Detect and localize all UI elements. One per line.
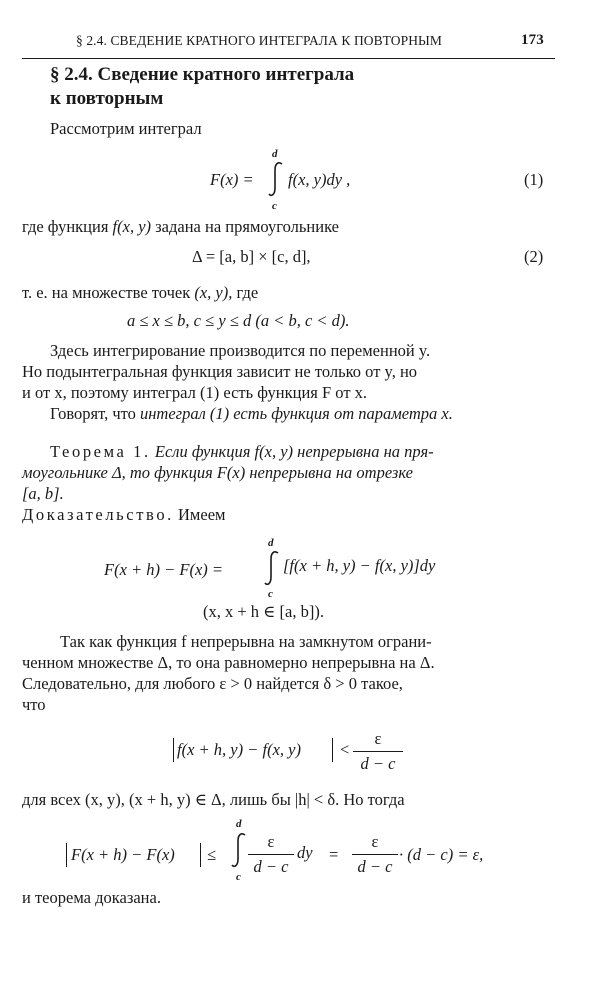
para3-line4: что — [22, 695, 46, 714]
para1-line1: Здесь интегрирование производится по переменной y. — [50, 341, 431, 360]
qed-line: и теорема доказана. — [22, 888, 161, 907]
where-function-text — [22, 217, 339, 237]
eq4-less-than: < — [340, 740, 350, 759]
theorem-line1 — [50, 442, 434, 462]
para1-line3: и от x, поэтому интеграл (1) есть функция F от x. — [22, 383, 368, 402]
proof-line — [22, 505, 225, 525]
theorem-text-1: Если функция f(x, y) непрерывна на пря- — [154, 442, 434, 461]
fraction-bar — [352, 854, 398, 855]
inequalities: a ≤ x ≤ b, c ≤ y ≤ d (a < b, c < d). — [127, 311, 350, 330]
abs-bar-left — [173, 738, 174, 762]
proof-label: Доказательство. — [22, 505, 174, 524]
eq4-fraction — [353, 729, 403, 774]
where-fn-label: где функция — [22, 217, 109, 236]
eq1-lhs: F(x) = — [210, 170, 254, 189]
eq5-upper-limit: d — [236, 818, 242, 830]
theorem-line3: [a, b]. — [22, 484, 64, 503]
eq5-tail: · (d − c) = ε, — [399, 845, 484, 864]
theorem-label: Теорема 1. — [50, 442, 151, 461]
defined-on-label: задана на прямоугольнике — [155, 217, 339, 236]
header-rule — [22, 58, 555, 59]
eq1-lower-limit: c — [272, 200, 277, 212]
eq1-integrand: f(x, y)dy , — [288, 170, 351, 189]
para3-line3: Следовательно, для любого ε > 0 найдется δ > 0 такое, — [22, 674, 403, 693]
eq2-number: (2) — [524, 247, 544, 266]
section-title-line1: § 2.4. Сведение кратного интеграла — [50, 64, 355, 85]
eq3-integrand: [f(x + h, y) − f(x, y)]dy — [283, 556, 436, 575]
page-number: 173 — [521, 32, 544, 48]
fraction-bar — [353, 751, 403, 752]
para2-plain: Говорят, что — [50, 404, 136, 423]
fxy-symbol: f(x, y) — [112, 217, 152, 236]
abs-bar-right — [332, 738, 333, 762]
eq4-abs-content: f(x + h, y) − f(x, y) — [177, 740, 301, 759]
set-of-points-label: т. е. на множестве точек — [22, 283, 191, 302]
eq5-fraction-2 — [352, 832, 398, 877]
eq5-abs-content: F(x + h) − F(x) — [71, 845, 175, 864]
eq5-numerator-1: ε — [267, 832, 275, 851]
xy-symbol: (x, y), — [194, 283, 233, 302]
eq3-condition: (x, x + h ∈ [a, b]). — [203, 602, 324, 621]
integral-sign-icon — [266, 161, 286, 197]
for-all-line: для всех (x, y), (x + h, y) ∈ Δ, лишь бы |h| < δ. Но тогда — [22, 790, 405, 809]
theorem-line2: моугольнике Δ, то функция F(x) непрерывна на отрезке — [22, 463, 414, 482]
section-title-line2: к повторным — [50, 88, 164, 109]
para2-italic: интеграл (1) есть функция от параметра x. — [140, 404, 453, 423]
integral-sign-icon — [229, 832, 249, 868]
eq3-lhs: F(x + h) − F(x) = — [104, 560, 224, 579]
eq5-denominator-2: d − c — [357, 857, 393, 876]
abs-bar-right — [200, 843, 201, 867]
eq5-fraction-1 — [248, 832, 294, 877]
eq1-number: (1) — [524, 170, 544, 189]
eq3-lower-limit: c — [268, 588, 273, 600]
eq4-numerator: ε — [374, 729, 382, 748]
set-of-points-text — [22, 283, 258, 303]
para3-line1: Так как функция f непрерывна на замкнутом ограни- — [60, 632, 432, 651]
eq5-le: ≤ — [207, 845, 217, 864]
eq5-denominator-1: d − c — [253, 857, 289, 876]
fraction-bar — [248, 854, 294, 855]
para2 — [50, 404, 453, 424]
eq3-upper-limit: d — [268, 537, 274, 549]
abs-bar-left — [66, 843, 67, 867]
integral-sign-icon — [262, 550, 282, 586]
eq5-numerator-2: ε — [371, 832, 379, 851]
para1-line2: Но подынтегральная функция зависит не только от y, но — [22, 362, 418, 381]
eq1-upper-limit: d — [272, 148, 278, 160]
proof-have: Имеем — [178, 505, 226, 524]
eq4-denominator: d − c — [360, 754, 396, 773]
where-label: где — [236, 283, 259, 302]
running-header: § 2.4. СВЕДЕНИЕ КРАТНОГО ИНТЕГРАЛА К ПОВТОРНЫМ — [76, 33, 443, 48]
eq5-dy: dy — [297, 843, 313, 862]
eq2-expression: Δ = [a, b] × [c, d], — [192, 247, 311, 266]
eq5-equals: = — [329, 845, 339, 864]
intro-text: Рассмотрим интеграл — [50, 119, 202, 138]
para3-line2: ченном множестве Δ, то она равномерно непрерывна на Δ. — [22, 653, 435, 672]
eq5-lower-limit: c — [236, 871, 241, 883]
